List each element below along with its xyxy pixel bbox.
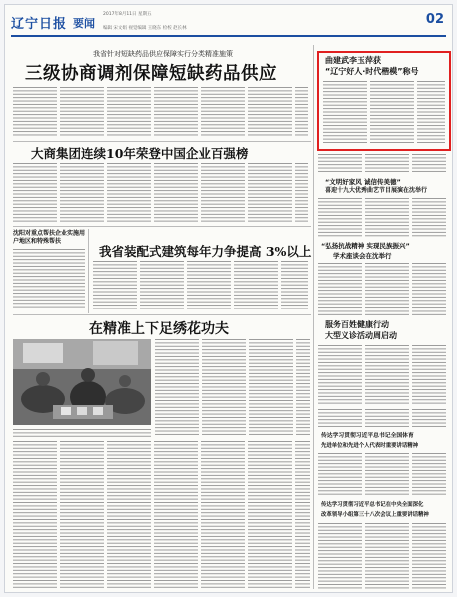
story4-headline: 在精准上下足绣花功夫 bbox=[89, 321, 229, 337]
sidebar-item4-title-2: 大型义诊活动周启动 bbox=[325, 331, 397, 340]
story3-headline: 我省装配式建筑每年力争提高 3%以上 bbox=[99, 244, 312, 259]
sidebar-item4-body-2 bbox=[318, 409, 446, 429]
lead-body-text bbox=[13, 87, 308, 137]
sidebar-item6-body bbox=[318, 523, 446, 589]
newspaper-logo: 辽宁日报 bbox=[11, 17, 68, 32]
sidebar-item5-title-2: 先进单位和先进个人代表时重要讲话精神 bbox=[321, 443, 419, 449]
sidebar-item6-title-1: 传达学习贯彻习近平总书记在中央全面深化 bbox=[321, 502, 424, 508]
lead-kicker: 我省针对短缺药品供应保障实行分类精准施策 bbox=[93, 50, 233, 58]
edition-date: 2017年8月11日 星期五 bbox=[103, 12, 152, 17]
sidebar-item2-body bbox=[318, 198, 446, 238]
sidebar-highlight-body bbox=[323, 81, 445, 145]
section-name: 要闻 bbox=[73, 17, 95, 30]
photo-caption bbox=[13, 429, 151, 437]
sidebar-highlight-title-2: “辽宁好人·时代楷模”称号 bbox=[325, 67, 419, 76]
sidebar-highlight-title-1: 曲建武李玉萍获 bbox=[325, 56, 381, 65]
divider bbox=[13, 226, 311, 227]
column-divider bbox=[313, 45, 314, 589]
divider bbox=[13, 314, 311, 315]
story4-body-text bbox=[155, 339, 310, 437]
sidebar-item3-title-2: 学术座谈会在沈举行 bbox=[333, 252, 392, 260]
sidebar-item3-title-1: “弘扬抗战精神 实现民族振兴” bbox=[321, 242, 410, 250]
editor-line: 编辑 宋文娟 视觉编辑 王晓东 检校 赵长林 bbox=[103, 26, 187, 31]
sidebar-item4-body bbox=[318, 345, 446, 405]
page-number: 02 bbox=[425, 12, 444, 27]
masthead bbox=[11, 11, 446, 41]
divider bbox=[88, 229, 89, 313]
newspaper-page bbox=[4, 4, 453, 593]
sidebar-item2-title-2: 喜迎十九大优秀曲艺节目展演在沈举行 bbox=[325, 187, 428, 194]
divider bbox=[13, 141, 311, 142]
sidebar-item3-body bbox=[318, 263, 446, 315]
masthead-rule bbox=[11, 35, 446, 37]
brief-body-text bbox=[13, 249, 85, 309]
sidebar-item2-title-1: “文明好家风 诚信传美德” bbox=[325, 178, 401, 186]
sidebar-body-text bbox=[318, 154, 446, 174]
story4-body-text-lower bbox=[13, 441, 310, 589]
lead-headline: 三级协商调剂保障短缺药品供应 bbox=[25, 64, 277, 84]
sidebar-item4-title-1: 服务百姓健康行动 bbox=[325, 320, 389, 329]
story3-body-text bbox=[93, 261, 308, 309]
brief-headline: 沈阳对重点帮扶企业实施用户地区和特殊帮扶 bbox=[13, 230, 86, 245]
sidebar-item5-title-1: 传达学习贯彻习近平总书记全国体育 bbox=[321, 433, 414, 439]
news-photo bbox=[13, 339, 151, 425]
photo-illustration bbox=[13, 339, 151, 425]
sidebar-item5-body bbox=[318, 453, 446, 497]
story2-headline: 大商集团连续10年荣登中国企业百强榜 bbox=[31, 146, 249, 161]
story2-body-text bbox=[13, 163, 308, 223]
sidebar-item6-title-2: 改革领导小组第三十八次会议上重要讲话精神 bbox=[321, 512, 429, 518]
